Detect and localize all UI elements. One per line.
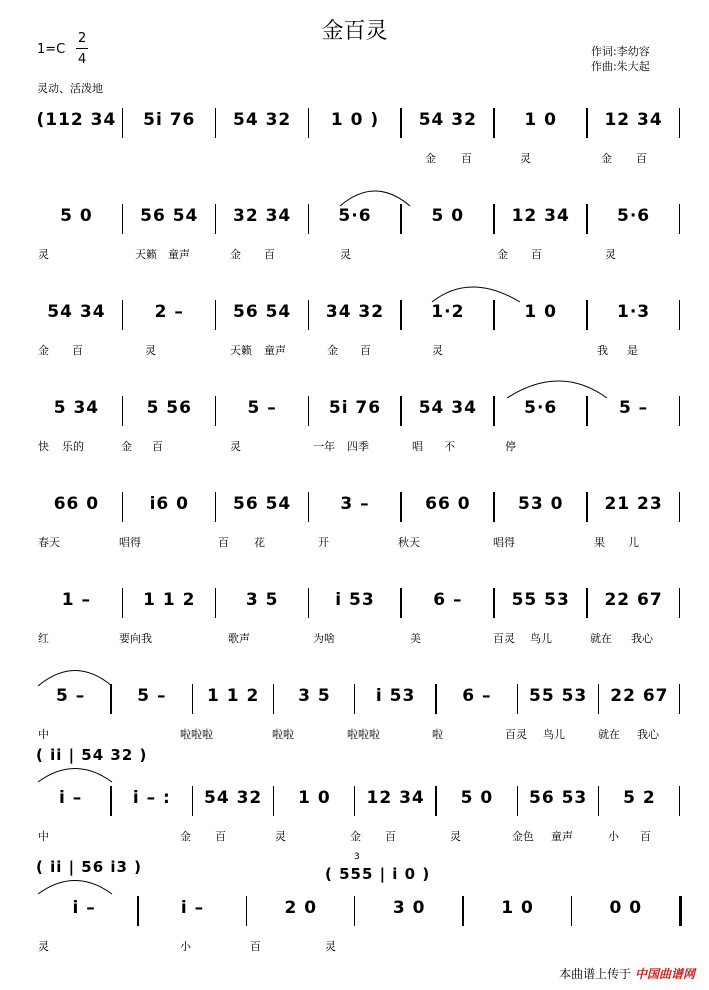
slur-mark xyxy=(38,769,112,783)
lyric-syllable: 歌声 xyxy=(228,632,250,645)
lyric-syllable: 为啥 xyxy=(313,632,335,645)
measure: 5 – xyxy=(618,398,649,418)
measure: 5 – xyxy=(247,398,277,418)
measure: 1 0 xyxy=(298,788,331,808)
lyric-syllable: 中 xyxy=(38,728,49,741)
lyric-syllable: 百 xyxy=(215,830,226,843)
lyric-syllable: 金 xyxy=(425,152,436,165)
lyric-syllable: 灵 xyxy=(340,248,351,261)
lyric-syllable: 要向我 xyxy=(119,632,152,645)
measure: 5 56 xyxy=(146,398,192,418)
measure: i 53 xyxy=(375,686,416,706)
lyric-syllable: 金 xyxy=(38,344,49,357)
time-signature-bottom: 4 xyxy=(78,52,87,67)
barline xyxy=(679,896,682,926)
lyric-syllable: 灵 xyxy=(325,940,336,953)
lyric-syllable: 百 xyxy=(264,248,275,261)
lyric-syllable: 唱得 xyxy=(493,536,515,549)
measure: 12 34 xyxy=(511,206,570,226)
lyric-syllable: 百灵 xyxy=(505,728,527,741)
score-row xyxy=(30,108,680,138)
measure: 5·6 xyxy=(617,206,651,226)
lyric-syllable: 百 xyxy=(72,344,83,357)
measure: i – : xyxy=(132,788,171,808)
lyric-syllable: 灵 xyxy=(230,440,241,453)
barline xyxy=(679,396,680,426)
lyric-syllable: 金 xyxy=(121,440,132,453)
measure: 6 – xyxy=(462,686,492,706)
lyric-syllable: 金色 xyxy=(512,830,534,843)
measure: 5 – xyxy=(137,686,167,706)
measure: 0 0 xyxy=(609,898,643,918)
lyric-syllable: 啦啦 xyxy=(272,728,294,741)
lyric-syllable: 乐的 xyxy=(62,440,84,453)
measure: 2 0 xyxy=(284,898,318,918)
measure: 54 34 xyxy=(418,398,477,418)
time-signature-divider xyxy=(76,48,88,49)
measure: 1 0 xyxy=(524,302,557,322)
score-row xyxy=(30,492,680,522)
measure: 55 53 xyxy=(529,686,588,706)
lyric-syllable: 中 xyxy=(38,830,49,843)
measure: 56 53 xyxy=(529,788,588,808)
measure: 3 – xyxy=(340,494,370,514)
lyric-syllable: 童声 xyxy=(168,248,190,261)
lyric-syllable: 春天 xyxy=(38,536,60,549)
measure: i6 0 xyxy=(149,494,189,514)
measure: 5i 76 xyxy=(328,398,382,418)
upload-brand-logo[interactable]: 中国曲谱网 xyxy=(634,967,695,981)
lyricist-credit: 作词:李幼容 xyxy=(591,45,650,58)
lyric-syllable: 啦啦啦 xyxy=(180,728,213,741)
lyric-syllable: 金 xyxy=(350,830,361,843)
lyric-syllable: 童声 xyxy=(551,830,573,843)
barline xyxy=(679,108,680,138)
lyric-syllable: 果 xyxy=(594,536,605,549)
measure: 1 1 2 xyxy=(143,590,196,610)
measure: 5 0 xyxy=(60,206,93,226)
measure: 5 2 xyxy=(623,788,656,808)
lyric-syllable: 百 xyxy=(250,940,261,953)
lyric-syllable: 灵 xyxy=(605,248,616,261)
lyric-syllable: 鸟儿 xyxy=(543,728,565,741)
measure: 34 32 xyxy=(325,302,385,322)
lyric-syllable: 金 xyxy=(601,152,612,165)
measure: 66 0 xyxy=(425,494,471,514)
lyric-syllable: 唱得 xyxy=(119,536,141,549)
lyric-syllable: 秋天 xyxy=(398,536,420,549)
measure: i – xyxy=(72,898,96,918)
score-row xyxy=(30,684,680,714)
lyric-syllable: 灵 xyxy=(145,344,156,357)
measure: 66 0 xyxy=(53,494,100,514)
score-row xyxy=(30,300,680,330)
lyric-syllable: 百 xyxy=(636,152,647,165)
upload-note xyxy=(559,965,695,982)
measure: 1 1 2 xyxy=(206,686,260,706)
measure: 53 0 xyxy=(518,494,564,514)
lyric-syllable: 灵 xyxy=(432,344,443,357)
measure: 56 54 xyxy=(233,302,292,322)
lyric-syllable: 灵 xyxy=(38,940,49,953)
lyric-syllable: 灵 xyxy=(520,152,531,165)
lyric-syllable: 我心 xyxy=(631,632,653,645)
lyric-syllable: 金 xyxy=(230,248,241,261)
lyric-syllable: 灵 xyxy=(275,830,286,843)
lyric-syllable: 一年 xyxy=(313,440,335,453)
lyric-syllable: 灵 xyxy=(450,830,461,843)
measure: 3 0 xyxy=(392,898,426,918)
song-title: 金百灵 xyxy=(321,19,388,44)
lyric-syllable: 我心 xyxy=(637,728,659,741)
lyric-syllable: 百 xyxy=(360,344,371,357)
lyric-syllable: 童声 xyxy=(264,344,286,357)
lyric-syllable: 百 xyxy=(152,440,163,453)
measure: 5 34 xyxy=(53,398,100,418)
measure: 12 34 xyxy=(604,110,663,130)
measure: (112 34 xyxy=(36,110,117,130)
lyric-syllable: 开 xyxy=(318,536,329,549)
measure: 2 – xyxy=(154,302,184,322)
lyric-syllable: 百 xyxy=(640,830,651,843)
measure: 55 53 xyxy=(511,590,570,610)
measure: 54 34 xyxy=(47,302,106,322)
measure: 5·6 xyxy=(338,206,372,226)
lyric-syllable: 儿 xyxy=(628,536,639,549)
measure: 1 0 ) xyxy=(330,110,380,130)
lyric-syllable: 鸟儿 xyxy=(530,632,552,645)
measure: 1 0 xyxy=(524,110,557,130)
slur-mark xyxy=(38,881,112,895)
barline xyxy=(679,300,680,330)
score-row xyxy=(30,204,680,234)
lyric-syllable: 美 xyxy=(410,632,421,645)
key-signature: 1=C xyxy=(37,42,66,57)
barline xyxy=(679,492,680,522)
barline xyxy=(679,786,680,816)
ending-annotation-1: ( ii | 56 i3 ) xyxy=(36,858,143,876)
measure: 5·6 xyxy=(524,398,558,418)
lyric-syllable: 百 xyxy=(461,152,472,165)
measure: 1 0 xyxy=(501,898,534,918)
measure: i – xyxy=(180,898,205,918)
measure: 6 – xyxy=(433,590,463,610)
measure: 54 32 xyxy=(204,788,263,808)
lyric-syllable: 四季 xyxy=(347,440,369,453)
measure: 32 34 xyxy=(233,206,292,226)
lyric-syllable: 就在 xyxy=(598,728,620,741)
lyric-syllable: 红 xyxy=(38,632,49,645)
composer-credit: 作曲:朱大起 xyxy=(591,60,650,73)
measure: i 53 xyxy=(335,590,375,610)
measure: 54 32 xyxy=(233,110,292,130)
lyric-syllable: 我 xyxy=(597,344,608,357)
measure: 1·2 xyxy=(431,302,465,322)
measure: 5 – xyxy=(56,686,86,706)
lyric-syllable: 啦 xyxy=(432,728,443,741)
lyric-syllable: 百灵 xyxy=(493,632,515,645)
measure: 5 0 xyxy=(460,788,494,808)
lyric-syllable: 不 xyxy=(444,440,455,453)
lyric-syllable: 金 xyxy=(180,830,191,843)
measure: 3 5 xyxy=(298,686,331,706)
lyric-syllable: 花 xyxy=(254,536,265,549)
measure: 3 5 xyxy=(245,590,279,610)
ending-annotation-2: ( 555 | i 0 ) xyxy=(325,865,431,883)
score-row xyxy=(30,896,680,926)
measure: 22 67 xyxy=(610,686,669,706)
lyric-syllable: 百 xyxy=(531,248,542,261)
score-row xyxy=(30,396,680,426)
lyric-syllable: 小 xyxy=(608,830,619,843)
lyric-syllable: 百 xyxy=(385,830,396,843)
lyric-syllable: 是 xyxy=(627,344,638,357)
barline xyxy=(679,684,680,714)
lyric-syllable: 金 xyxy=(497,248,508,261)
measure: 56 54 xyxy=(140,206,199,226)
score-row xyxy=(30,588,680,618)
lyric-syllable: 金 xyxy=(327,344,338,357)
repeat-annotation-1: ( ii | 54 32 ) xyxy=(36,746,148,764)
lyric-syllable: 百 xyxy=(218,536,229,549)
lyric-syllable: 小 xyxy=(180,940,191,953)
lyric-syllable: 就在 xyxy=(590,632,612,645)
measure: 5 0 xyxy=(431,206,465,226)
measure: 1·3 xyxy=(617,302,651,322)
measure: 22 67 xyxy=(604,590,663,610)
time-signature-top: 2 xyxy=(78,31,87,46)
lyric-syllable: 灵 xyxy=(38,248,49,261)
lyric-syllable: 停 xyxy=(505,440,516,453)
lyric-syllable: 唱 xyxy=(412,440,423,453)
score-row xyxy=(30,786,680,816)
measure: 21 23 xyxy=(604,494,663,514)
measure: 5i 76 xyxy=(143,110,196,130)
measure: 1 – xyxy=(61,590,92,610)
lyric-syllable: 快 xyxy=(38,440,49,453)
measure: 12 34 xyxy=(366,788,425,808)
barline xyxy=(679,588,680,618)
measure: 56 54 xyxy=(233,494,292,514)
barline xyxy=(679,204,680,234)
tempo-marking: 灵动、活泼地 xyxy=(37,82,103,95)
triplet-marker: 3 xyxy=(354,852,360,862)
measure: i – xyxy=(59,788,83,808)
upload-note-text: 本曲谱上传于 xyxy=(559,967,632,981)
lyric-syllable: 天籁 xyxy=(135,248,157,261)
lyric-syllable: 天籁 xyxy=(230,344,252,357)
measure: 54 32 xyxy=(418,110,477,130)
lyric-syllable: 啦啦啦 xyxy=(347,728,380,741)
